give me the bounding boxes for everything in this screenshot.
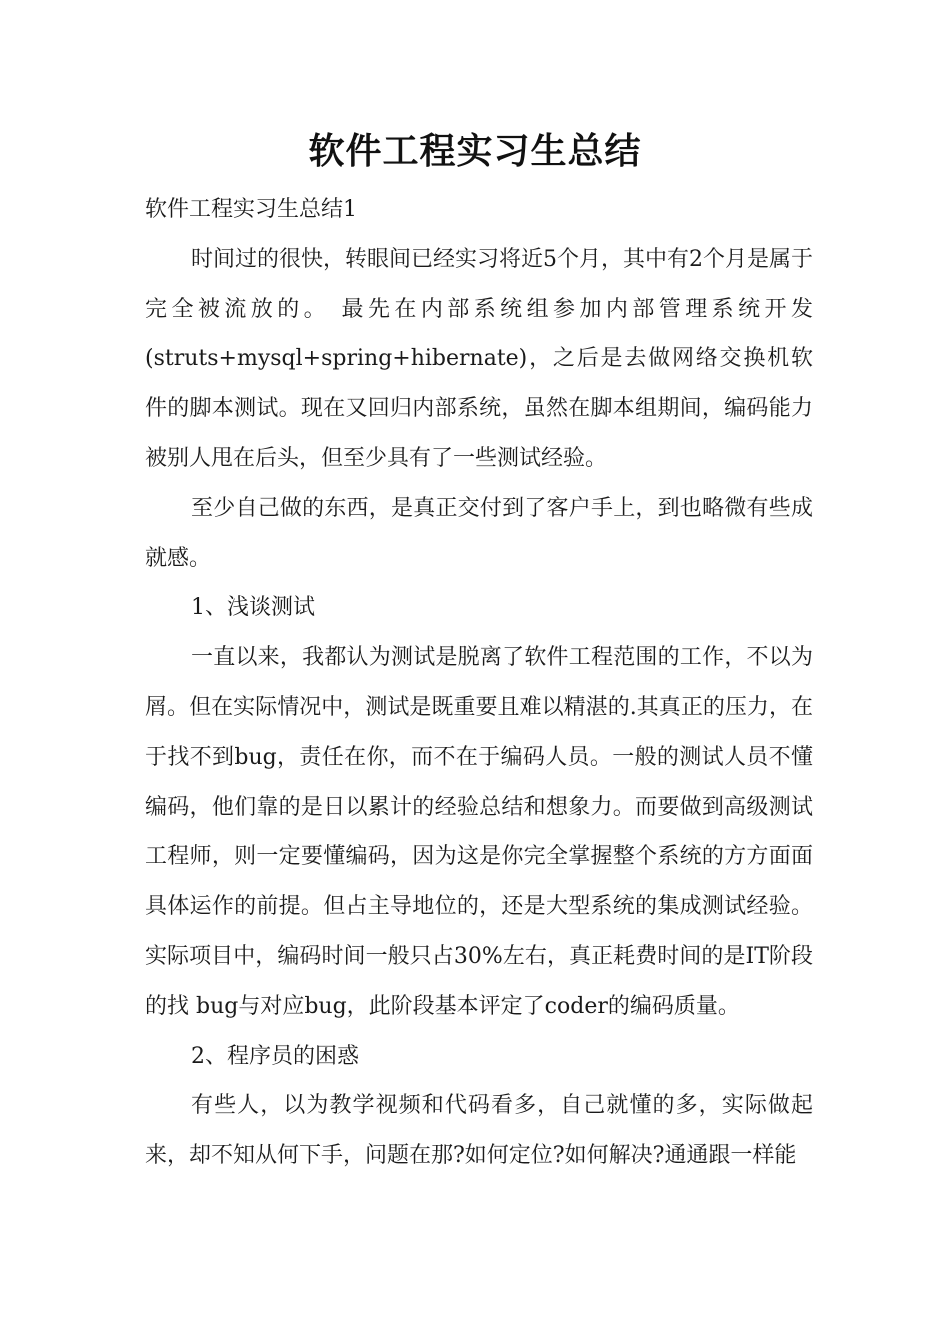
document-body [145, 185, 813, 1181]
paragraph-intro: 时间过的很快，转眼间已经实习将近5个月，其中有2个月是属于完全被流放的。 最先在内部系统组参加内部管理系统开发(struts+mysql+spring+hibernate)，之后是去做网络交换机软件的脚本测试。现在又回归内部系统，虽然在脚本组期间，编码能力被别人甩在后头，但至少具有了一些测试经验。 [145, 246, 813, 471]
paragraph-testing: 一直以来，我都认为测试是脱离了软件工程范围的工作，不以为屑。但在实际情况中，测试是既重要且难以精湛的.其真正的压力，在于找不到bug，责任在你，而不在于编码人员。一般的测试人员不懂编码，他们靠的是日以累计的经验总结和想象力。而要做到高级测试工程师，则一定要懂编码，因为这是你完全掌握整个系统的方方面面具体运作的前提。但占主导地位的，还是大型系统的集成测试经验。实际项目中，编码时间一般只占30%左右，真正耗费时间的是IT阶段的找 bug与对应bug，此阶段基本评定了coder的编码质量。 [145, 645, 813, 1019]
paragraph-achievement: 至少自己做的东西，是真正交付到了客户手上，到也略微有些成就感。 [145, 495, 813, 571]
section-heading: 软件工程实习生总结1 [145, 197, 357, 222]
document-title: 软件工程实习生总结 [308, 131, 642, 172]
subheading-programmer: 2、程序员的困惑 [191, 1043, 359, 1069]
subheading-testing: 1、浅谈测试 [191, 595, 315, 621]
paragraph-programmer: 有些人，以为教学视频和代码看多，自己就懂的多，实际做起来，却不知从何下手，问题在那?如何定位?如何解决?通通跟一样能 [145, 1093, 813, 1169]
